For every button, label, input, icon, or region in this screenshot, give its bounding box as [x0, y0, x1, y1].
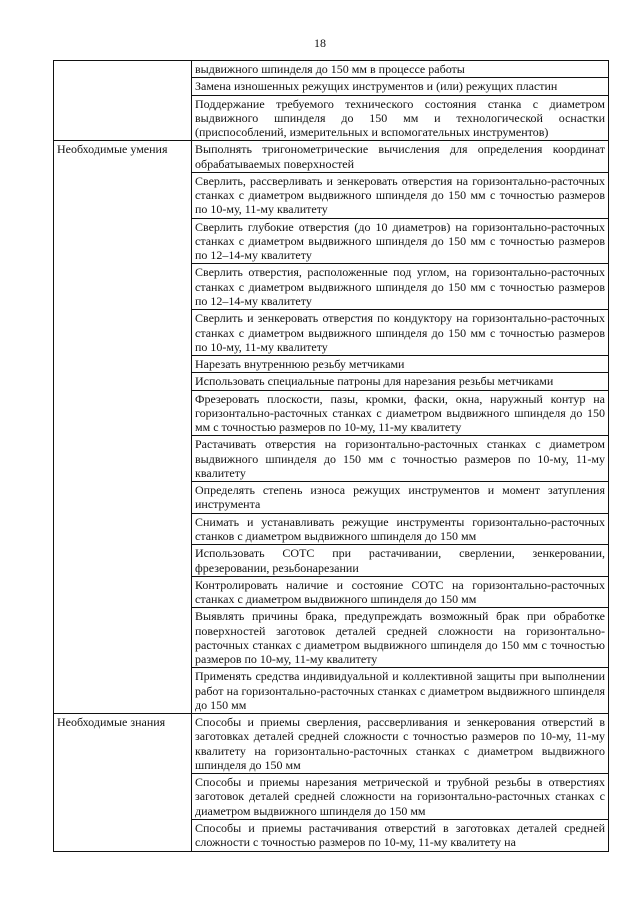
table-cell: Выполнять тригонометрические вычисления для определения координат обрабатываемых поверхностей	[192, 141, 609, 173]
table-cell: Снимать и устанавливать режущие инструменты горизонтально-расточных станков с диаметром выдвижного шпинделя до 150 мм	[192, 513, 609, 545]
table-cell: Использовать специальные патроны для нарезания резьбы метчиками	[192, 373, 609, 390]
table-cell: Нарезать внутреннюю резьбу метчиками	[192, 356, 609, 373]
section-label	[54, 61, 192, 141]
table-cell: выдвижного шпинделя до 150 мм в процессе работы	[192, 61, 609, 78]
table-cell: Поддержание требуемого технического состояния станка с диаметром выдвижного шпинделя до 150 мм и технологической оснастки (приспособлений, измерительных и вспомогательных инструментов)	[192, 95, 609, 141]
table-row	[54, 61, 609, 78]
table-row	[54, 141, 609, 173]
table-cell: Определять степень износа режущих инструментов и момент затупления инструмента	[192, 482, 609, 514]
table-cell: Сверлить глубокие отверстия (до 10 диаметров) на горизонтально-расточных станках с диаметром выдвижного шпинделя до 150 мм с точностью размеров по 12–14-му квалитету	[192, 218, 609, 264]
table-cell: Замена изношенных режущих инструментов и (или) режущих пластин	[192, 78, 609, 95]
table-cell: Контролировать наличие и состояние СОТС на горизонтально-расточных станках с диаметром выдвижного шпинделя до 150 мм	[192, 576, 609, 608]
table-cell: Способы и приемы растачивания отверстий в заготовках деталей средней сложности с точностью размеров по 10-му, 11-му квалитету на	[192, 820, 609, 852]
table-cell: Сверлить и зенкеровать отверстия по кондуктору на горизонтально-расточных станках с диаметром выдвижного шпинделя до 150 мм с точностью размеров по 10-му, 11-му квалитету	[192, 310, 609, 356]
table-cell: Фрезеровать плоскости, пазы, кромки, фаски, окна, наружный контур на горизонтально-расточных станках с диаметром выдвижного шпинделя до 150 мм с точностью размеров по 10-му, 11-му квалитету	[192, 390, 609, 436]
table-cell: Применять средства индивидуальной и коллективной защиты при выполнении работ на горизонтально-расточных станках с диаметром выдвижного шпинделя до 150 мм	[192, 668, 609, 714]
table-cell: Выявлять причины брака, предупреждать возможный брак при обработке поверхностей заготовок деталей средней сложности на горизонтально-расточных станках с диаметром выдвижного шпинделя до 150 мм с точностью размеров по 10-му, 11-му квалитету	[192, 608, 609, 668]
page-number: 18	[314, 36, 326, 50]
requirements-table	[53, 60, 609, 852]
section-label: Необходимые умения	[54, 141, 192, 714]
table-cell: Сверлить, рассверливать и зенкеровать отверстия на горизонтально-расточных станках с диаметром выдвижного шпинделя до 150 мм с точностью размеров по 10-му, 11-му квалитету	[192, 172, 609, 218]
table-row	[54, 714, 609, 774]
table-cell: Способы и приемы нарезания метрической и трубной резьбы в отверстиях заготовок деталей средней сложности на горизонтально-расточных станках с диаметром выдвижного шпинделя до 150 мм	[192, 774, 609, 820]
section-label: Необходимые знания	[54, 714, 192, 851]
table-cell: Использовать СОТС при растачивании, сверлении, зенкеровании, фрезеровании, резьбонарезании	[192, 545, 609, 577]
table-cell: Способы и приемы сверления, рассверливания и зенкерования отверстий в заготовках деталей средней сложности с точностью размеров по 10-му, 11-му квалитету на горизонтально-расточных станках с диаметром выдвижного шпинделя до 150 мм	[192, 714, 609, 774]
table-cell: Растачивать отверстия на горизонтально-расточных станках с диаметром выдвижного шпинделя до 150 мм с точностью размеров по 10-му, 11-му квалитету	[192, 436, 609, 482]
table-cell: Сверлить отверстия, расположенные под углом, на горизонтально-расточных станках с диаметром выдвижного шпинделя до 150 мм с точностью размеров по 12–14-му квалитету	[192, 264, 609, 310]
